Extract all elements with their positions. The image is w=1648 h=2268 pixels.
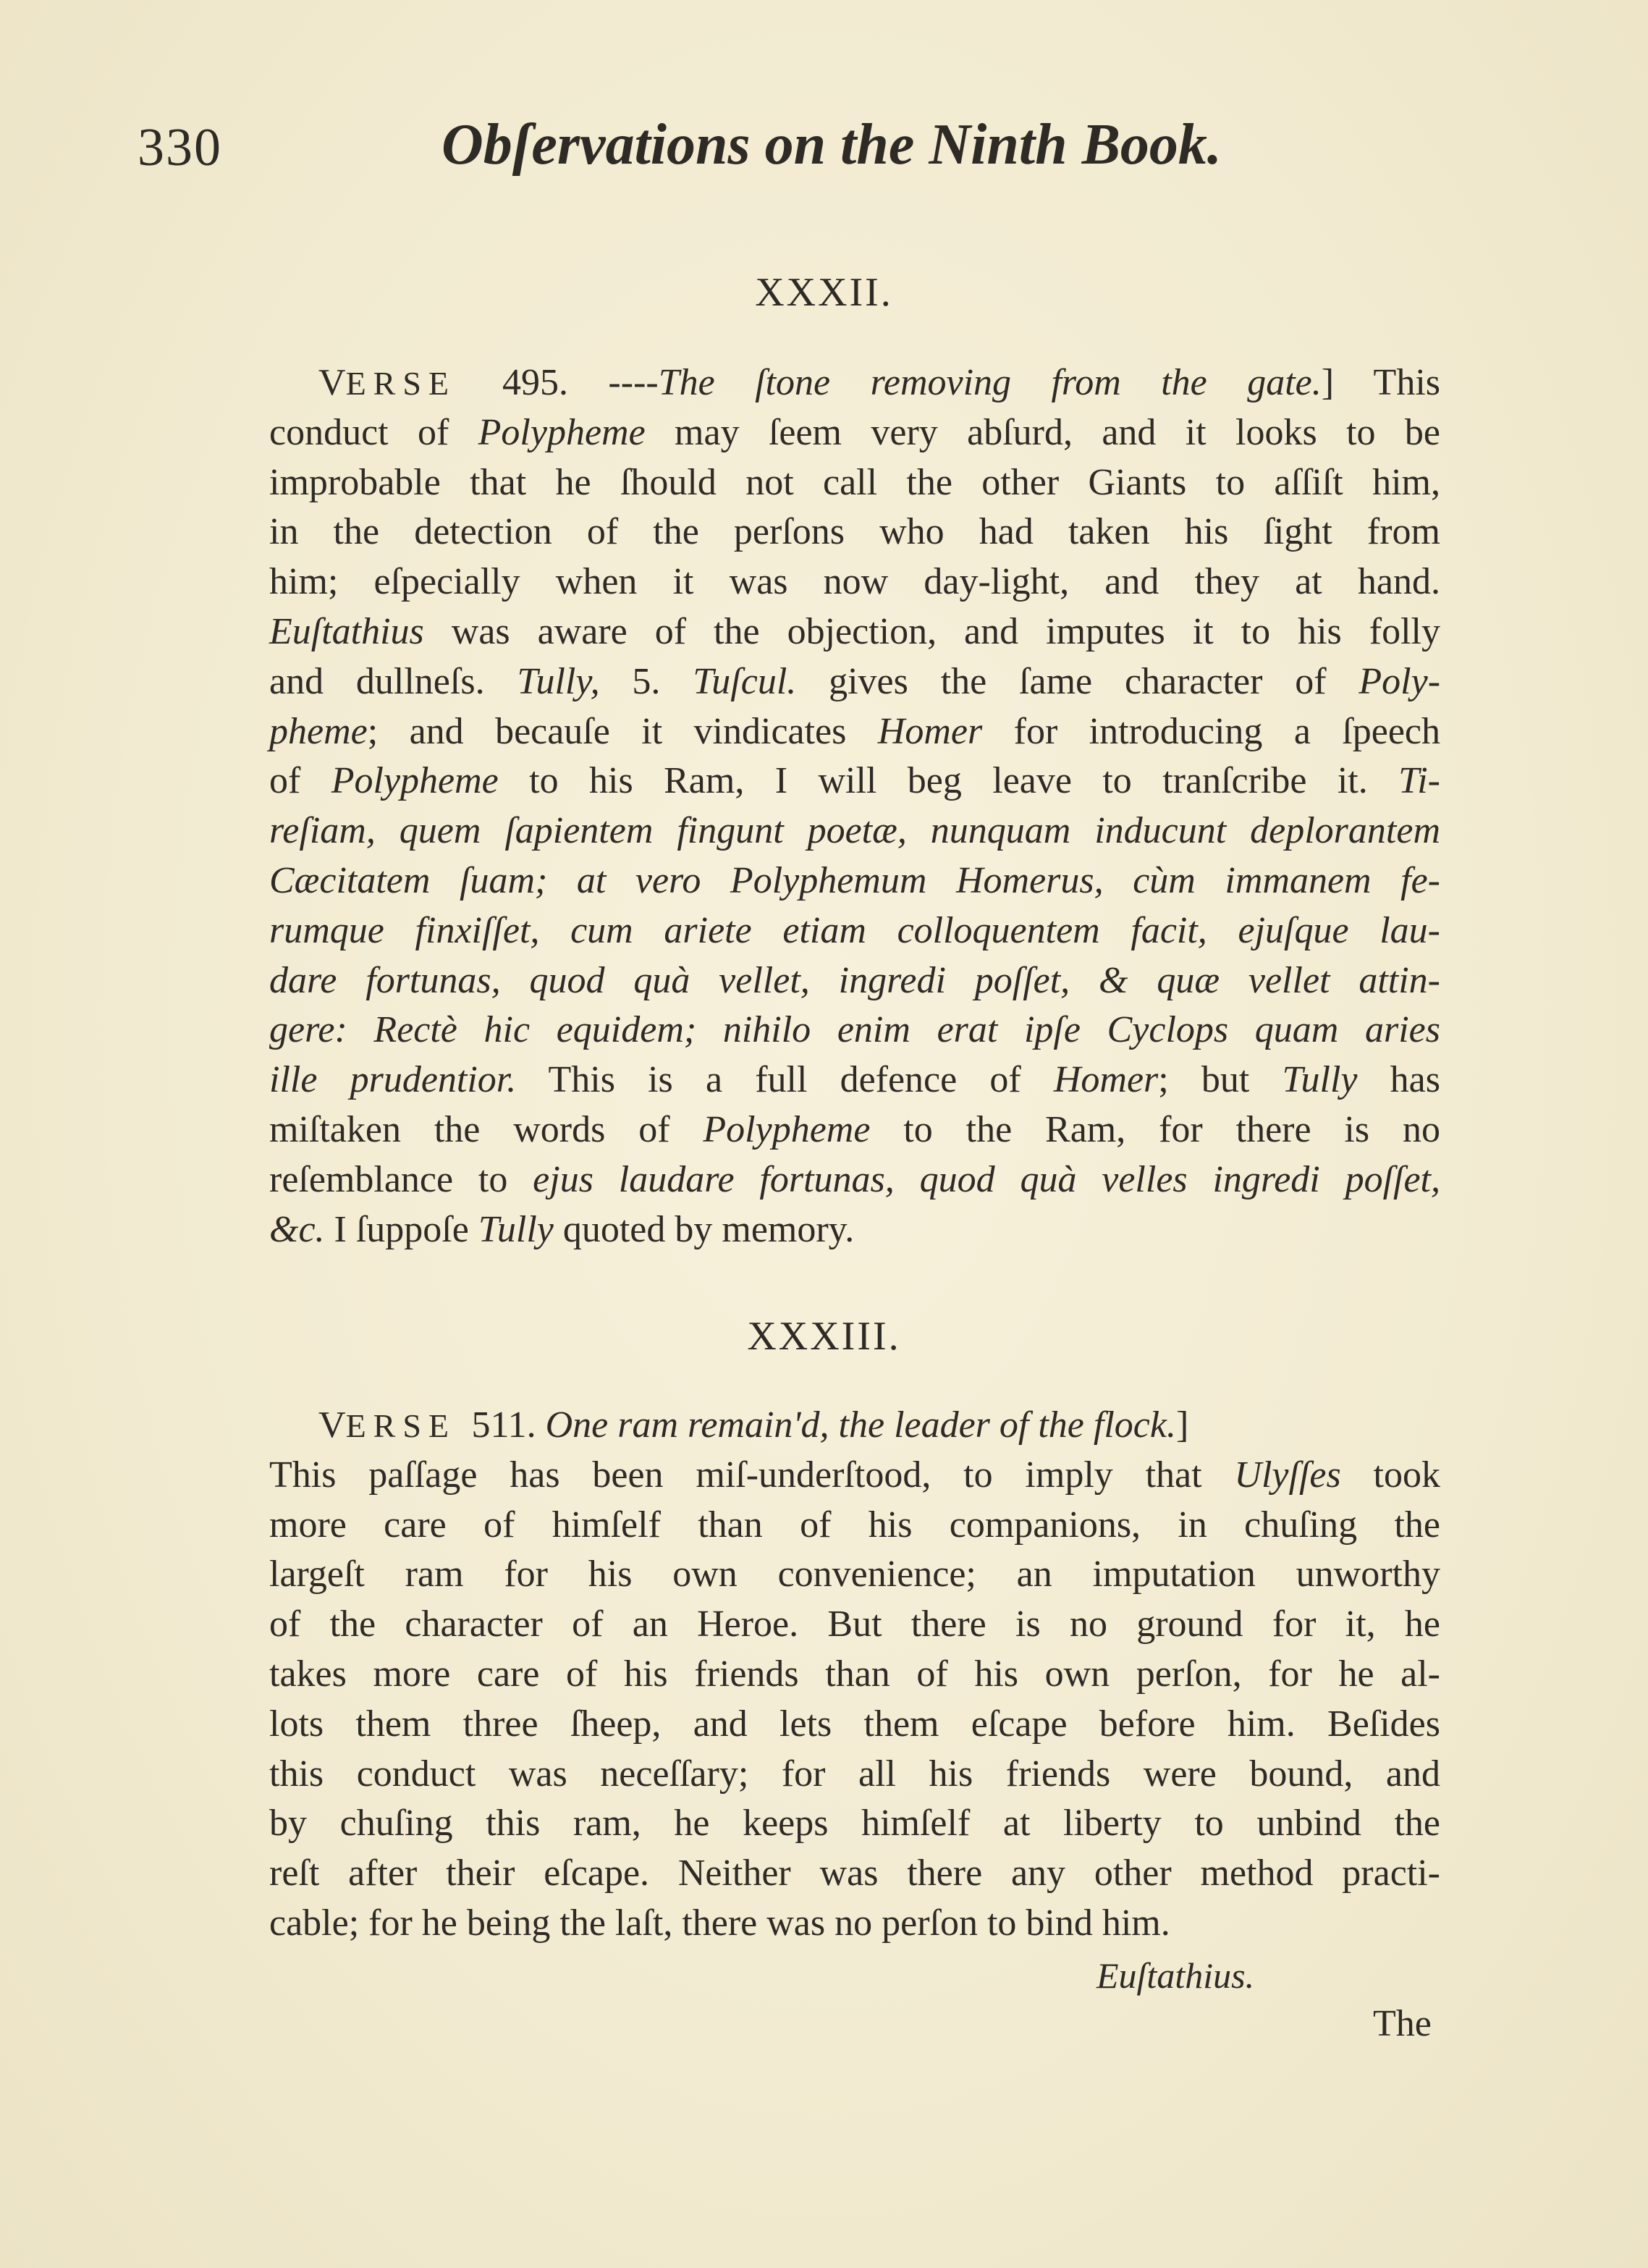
- text-line: [269, 856, 1440, 906]
- text-span: quoted by memory.: [553, 1208, 855, 1250]
- italic-span: Polypheme: [703, 1108, 871, 1150]
- italic-span: Ulyſſes: [1234, 1454, 1341, 1496]
- italic-span: &c.: [269, 1208, 325, 1250]
- catchword: The: [1373, 2003, 1432, 2044]
- text-span: I ſuppoſe: [324, 1208, 478, 1250]
- text-span: reſt after their eſcape. Neither was there any other method practi-: [269, 1852, 1440, 1894]
- text-span: This is a full defence of: [516, 1059, 1054, 1101]
- text-line: [269, 507, 1440, 557]
- text-span: largeſt ram for his own convenience; an imputation unworthy: [269, 1554, 1440, 1595]
- text-span: conduct of: [269, 411, 478, 453]
- text-line: [269, 1155, 1440, 1205]
- italic-span: Tully,: [517, 660, 633, 702]
- text-line: [269, 756, 1440, 806]
- italic-span: The ſtone removing from the gate.: [658, 362, 1322, 403]
- italic-span: ejus laudare fortunas, quod quà velles ingredi poſſet,: [533, 1158, 1440, 1200]
- text-line: [269, 1750, 1440, 1800]
- text-span: reſemblance to: [269, 1158, 533, 1200]
- text-line: [269, 458, 1440, 508]
- text-span: ] This: [1321, 362, 1441, 403]
- section-heading-xxxii: XXXII.: [755, 270, 893, 315]
- text-span: miſtaken the words of: [269, 1108, 703, 1150]
- italic-span: Tully: [478, 1208, 554, 1250]
- text-span: cable; for he being the laſt, there was no perſon to bind him.: [269, 1902, 1170, 1944]
- section-heading-xxxiii: XXXIII.: [747, 1314, 901, 1359]
- text-span: him; eſpecially when it was now day-light, and they at hand.: [269, 561, 1440, 603]
- text-span: ERSE: [345, 365, 502, 402]
- text-span: and dullneſs.: [269, 660, 517, 702]
- text-line: [269, 1451, 1440, 1501]
- text-line: [269, 557, 1440, 607]
- page-number: 330: [138, 118, 222, 177]
- italic-span: pheme: [269, 710, 368, 752]
- text-span: takes more care of his friends than of his own perſon, for he al-: [269, 1653, 1440, 1695]
- text-span: ; but: [1158, 1059, 1283, 1101]
- text-span: to his Ram, I will beg leave to tranſcribe it.: [498, 760, 1399, 802]
- text-span: lots them three ſheep, and lets them eſcape before him. Beſides: [269, 1703, 1440, 1745]
- text-span: in the detection of the perſons who had taken his ſight from: [269, 511, 1440, 553]
- italic-span: Poly-: [1358, 660, 1441, 702]
- text-line: [269, 1205, 1440, 1255]
- italic-span: dare fortunas, quod quà vellet, ingredi poſſet, & quæ vellet attin-: [269, 959, 1440, 1001]
- italic-span: rumque finxiſſet, cum ariete etiam colloquentem facit, ejuſque lau-: [269, 909, 1440, 951]
- text-span: This paſſage has been miſ-underſtood, to imply that: [269, 1454, 1235, 1496]
- text-line: [269, 956, 1440, 1006]
- text-line: [269, 1650, 1440, 1700]
- italic-span: Polypheme: [478, 411, 646, 453]
- text-span: 495. ----: [502, 362, 659, 403]
- text-span: V: [318, 362, 346, 403]
- text-span: of the character of an Heroe. But there is no ground for it, he: [269, 1603, 1440, 1645]
- text-span: ERSE: [345, 1407, 472, 1444]
- text-line: [269, 358, 1440, 408]
- text-line: [269, 408, 1440, 458]
- text-line: [269, 1006, 1440, 1055]
- italic-span: Cæcitatem ſuam; at vero Polyphemum Homerus, cùm immanem fe-: [269, 859, 1440, 901]
- text-line: [269, 657, 1440, 707]
- text-span: has: [1357, 1059, 1440, 1101]
- text-line: [269, 906, 1440, 956]
- text-span: for introducing a ſpeech: [982, 710, 1441, 752]
- section-xxxiii-text: [269, 1401, 1440, 1949]
- text-span: V: [318, 1404, 346, 1446]
- text-span: 511.: [471, 1404, 546, 1446]
- text-line: [269, 1849, 1440, 1899]
- italic-span: Polypheme: [331, 760, 499, 802]
- text-span: gives the ſame character of: [796, 660, 1359, 702]
- text-span: more care of himſelf than of his companions, in chuſing the: [269, 1504, 1440, 1546]
- italic-span: Homer: [1053, 1059, 1159, 1101]
- text-span: this conduct was neceſſary; for all his friends were bound, and: [269, 1753, 1440, 1795]
- text-line: [269, 1501, 1440, 1551]
- text-line: [269, 1401, 1440, 1451]
- italic-span: Ti-: [1398, 760, 1440, 802]
- text-line: [269, 1600, 1440, 1650]
- text-span: took: [1340, 1454, 1440, 1496]
- italic-span: gere: Rectè hic equidem; nihilo enim erat ipſe Cyclops quam aries: [269, 1009, 1440, 1051]
- text-line: [269, 1550, 1440, 1600]
- text-line: [269, 1055, 1440, 1105]
- text-line: [269, 1105, 1440, 1155]
- italic-span: Tuſcul.: [693, 660, 797, 702]
- text-span: by chuſing this ram, he keeps himſelf at liberty to unbind the: [269, 1803, 1440, 1845]
- attribution-signature: Euſtathius.: [1096, 1955, 1255, 1996]
- text-line: [269, 707, 1440, 757]
- text-span: of: [269, 760, 331, 802]
- text-line: [269, 1700, 1440, 1750]
- running-title: Obſervations on the Ninth Book.: [441, 113, 1222, 177]
- text-line: [269, 607, 1440, 657]
- text-span: ]: [1175, 1404, 1189, 1446]
- text-line: [269, 1799, 1440, 1849]
- text-span: was aware of the objection, and imputes it to his folly: [423, 610, 1440, 652]
- text-span: ; and becauſe it vindicates: [367, 710, 878, 752]
- text-line: [269, 806, 1440, 856]
- section-xxxii-text: [269, 358, 1440, 1255]
- text-span: 5.: [632, 660, 693, 702]
- text-span: to the Ram, for there is no: [870, 1108, 1440, 1150]
- italic-span: Euſtathius: [269, 610, 424, 652]
- italic-span: One ram remain'd, the leader of the flock.: [545, 1404, 1176, 1446]
- text-line: [269, 1899, 1440, 1949]
- italic-span: Tully: [1282, 1059, 1358, 1101]
- text-span: improbable that he ſhould not call the other Giants to aſſiſt him,: [269, 461, 1440, 503]
- text-span: may ſeem very abſurd, and it looks to be: [645, 411, 1440, 453]
- italic-span: Homer: [877, 710, 983, 752]
- italic-span: reſiam, quem ſapientem fingunt poetæ, nunquam inducunt deplorantem: [269, 810, 1440, 852]
- italic-span: ille prudentior.: [269, 1059, 517, 1101]
